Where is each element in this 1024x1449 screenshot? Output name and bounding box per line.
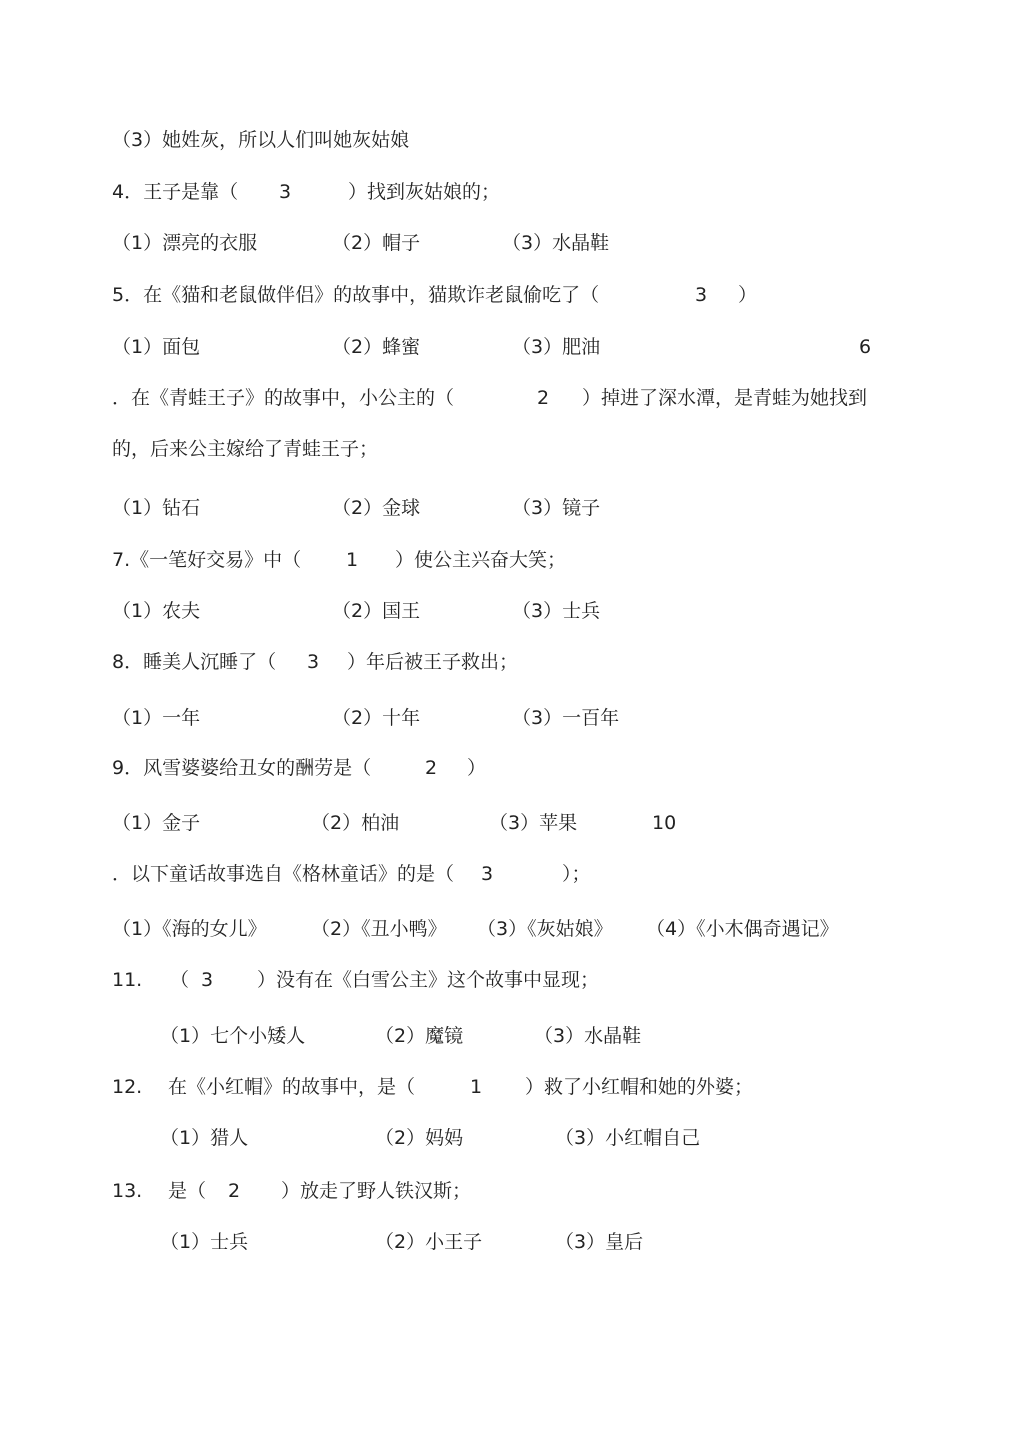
option-text: （3）一百年	[512, 707, 620, 729]
question-text: 是（	[168, 1180, 207, 1202]
answer-value: 3	[307, 651, 320, 673]
option-text: （1）面包	[112, 336, 201, 358]
answer-value: 1	[470, 1076, 483, 1098]
question-text: 4．王子是靠（	[112, 181, 239, 203]
answer-value: 1	[346, 549, 359, 571]
question-text: ）救了小红帽和她的外婆；	[525, 1076, 754, 1098]
option-text: （2）帽子	[332, 232, 421, 254]
question-text: ）没有在《白雪公主》这个故事中显现；	[257, 969, 600, 991]
question-text: ）；	[562, 863, 591, 885]
option-text: （1）漂亮的衣服	[112, 232, 258, 254]
option-text: （2）妈妈	[375, 1127, 464, 1149]
question-text: 的，后来公主嫁给了青蛙王子；	[112, 438, 379, 460]
question-text: 8．睡美人沉睡了（	[112, 651, 277, 673]
question-text: ）	[467, 757, 487, 779]
option-text: （2）国王	[332, 600, 421, 622]
option-text: （3）镜子	[512, 497, 601, 519]
question-number: 13.	[112, 1180, 143, 1202]
question-number: 10	[652, 812, 677, 834]
option-text: （2）《丑小鸭》	[311, 918, 447, 940]
option-text: （1）七个小矮人	[160, 1025, 306, 1047]
option-text: （2）小王子	[375, 1231, 483, 1253]
question-text: ）放走了野人铁汉斯；	[281, 1180, 472, 1202]
option-text: （3）《灰姑娘》	[477, 918, 613, 940]
question-text: 7.《一笔好交易》中（	[112, 549, 302, 571]
option-text: （1）农夫	[112, 600, 201, 622]
answer-value: 2	[228, 1180, 241, 1202]
question-text: ．在《青蛙王子》的故事中，小公主的（	[112, 387, 455, 409]
option-text: （3）水晶鞋	[534, 1025, 642, 1047]
question-text: ）找到灰姑娘的；	[348, 181, 501, 203]
answer-value: 3	[201, 969, 214, 991]
answer-value: 2	[425, 757, 438, 779]
question-number: 11.	[112, 969, 143, 991]
question-text: ）年后被王子救出；	[347, 651, 519, 673]
option-text: （1）金子	[112, 812, 201, 834]
option-text: （4）《小木偶奇遇记》	[646, 918, 839, 940]
answer-value: 3	[695, 284, 708, 306]
answer-value: 3	[279, 181, 292, 203]
question-text: ）掉进了深水潭，是青蛙为她找到	[582, 387, 868, 409]
option-text: （3）小红帽自己	[555, 1127, 701, 1149]
option-text: （2）金球	[332, 497, 421, 519]
option-text: （3）士兵	[512, 600, 601, 622]
question-number: 12.	[112, 1076, 143, 1098]
answer-value: 2	[537, 387, 550, 409]
option-text: （2）魔镜	[375, 1025, 464, 1047]
option-text: （1）钻石	[112, 497, 201, 519]
option-text: （1）《海的女儿》	[112, 918, 267, 940]
option-text: （3）她姓灰，所以人们叫她灰姑娘	[112, 129, 410, 151]
question-text: 9．风雪婆婆给丑女的酬劳是（	[112, 757, 372, 779]
option-text: （3）皇后	[555, 1231, 644, 1253]
option-text: （1）一年	[112, 707, 201, 729]
option-text: （2）十年	[332, 707, 421, 729]
question-number: 6	[859, 336, 872, 358]
question-text: 在《小红帽》的故事中，是（	[168, 1076, 416, 1098]
option-text: （2）柏油	[311, 812, 400, 834]
option-text: （1）猎人	[160, 1127, 249, 1149]
question-text: ．以下童话故事选自《格林童话》的是（	[112, 863, 455, 885]
option-text: （1）士兵	[160, 1231, 249, 1253]
answer-value: 3	[481, 863, 494, 885]
option-text: （3）水晶鞋	[502, 232, 610, 254]
option-text: （2）蜂蜜	[332, 336, 421, 358]
question-text: （	[170, 969, 190, 991]
question-text: ）	[738, 284, 758, 306]
question-text: ）使公主兴奋大笑；	[395, 549, 567, 571]
option-text: （3）苹果	[489, 812, 578, 834]
question-text: 5．在《猫和老鼠做伴侣》的故事中，猫欺诈老鼠偷吃了（	[112, 284, 600, 306]
option-text: （3）肥油	[512, 336, 601, 358]
